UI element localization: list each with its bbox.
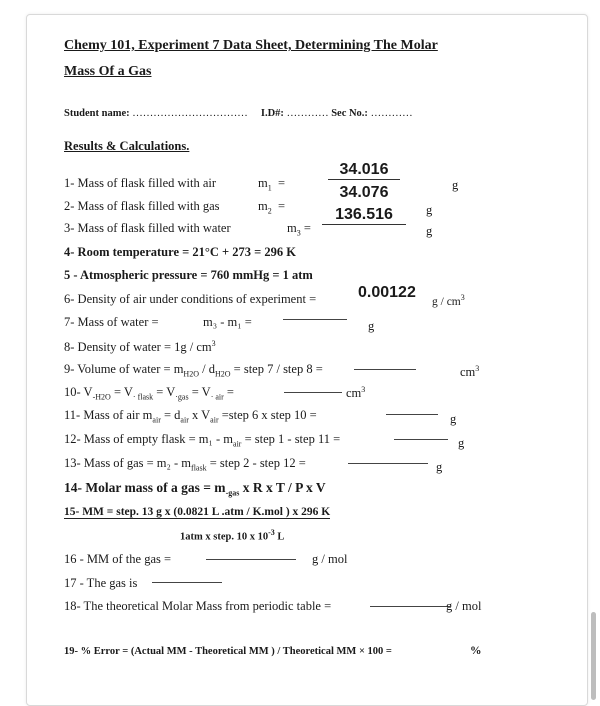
row-11-unit: g — [450, 412, 457, 426]
row-10-h: = — [223, 385, 234, 399]
student-info-line — [64, 108, 413, 119]
row-11-mass-air — [64, 408, 317, 425]
density-air-unit — [432, 293, 465, 308]
row-8-text: 8- Density of water = 1g / cm — [64, 340, 212, 355]
row-9-unit — [460, 364, 479, 380]
g-per-cm-text: g / cm — [432, 295, 461, 308]
row-15-numerator — [64, 506, 330, 518]
id-label: I.D#: — [260, 108, 284, 119]
density-air-value: 0.00122 — [358, 284, 416, 301]
m1-symbol: m — [258, 176, 268, 190]
row-15-denominator — [180, 528, 284, 543]
row-12-unit: g — [458, 436, 465, 450]
m2-subscript: 2 — [267, 206, 272, 216]
row-13-text: 13- Mass of gas = m₂ - m — [64, 456, 192, 470]
row-5-atmospheric-pressure: 5 - Atmospheric pressure = 760 mmHg = 1 atm — [64, 268, 313, 282]
row-13-sub: flask — [191, 463, 207, 473]
m3-unit: g — [426, 224, 433, 238]
m1-subscript: 1 — [267, 183, 272, 193]
row-11-end: =step 6 x step 10 = — [218, 408, 317, 422]
row-10-blank[interactable] — [284, 392, 342, 393]
row-10-f: = V — [188, 385, 211, 399]
row-9-sub-h2o-2: H2O — [214, 369, 231, 379]
row-8-density-water — [64, 339, 216, 355]
m3-symbol: m — [287, 221, 297, 235]
row-7-blank[interactable] — [283, 319, 347, 320]
row-10-sub-g: · air — [210, 392, 224, 402]
cm-text: cm — [460, 365, 476, 380]
row-10-d: = V — [153, 385, 176, 399]
row-18-unit: g / mol — [446, 599, 482, 613]
m2-unit: g — [426, 203, 433, 217]
section-heading: Results & Calculations. — [64, 139, 190, 153]
row-3-symbol: $m_3$ = — [287, 221, 311, 238]
row-18-blank[interactable] — [370, 606, 450, 607]
row-13-unit: g — [436, 460, 443, 474]
row-9-blank[interactable] — [354, 369, 416, 370]
superscript-3: 3 — [361, 385, 366, 394]
m2-symbol: m — [258, 199, 268, 213]
row-12-sub: air — [233, 439, 242, 449]
row-10-text: 10- V — [64, 385, 93, 399]
m1-value: 34.016 — [328, 161, 400, 180]
m1-unit: g — [452, 178, 459, 192]
row-15-den-end: L — [274, 531, 285, 543]
row-7-label: 7- Mass of water = — [64, 315, 159, 329]
row-14-text: 14- Molar mass of a gas = m — [64, 480, 226, 495]
row-16-unit: g / mol — [312, 552, 348, 566]
row-1-label: 1- Mass of flask filled with air — [64, 176, 217, 190]
scrollbar[interactable] — [591, 612, 596, 700]
superscript-3: 3 — [475, 364, 480, 373]
row-15-den-sup: -3 — [268, 528, 275, 537]
row-17-blank[interactable] — [152, 582, 222, 583]
row-18-label: 18- The theoretical Molar Mass from periodic table = — [64, 599, 332, 613]
row-12-text: 12- Mass of empty flask = m₁ - m — [64, 432, 234, 446]
row-12-end: = step 1 - step 11 = — [241, 432, 341, 446]
row-19-unit: % — [470, 645, 482, 657]
row-11-sub-2: air — [180, 415, 189, 425]
row-10-sub-a: -H2O — [92, 392, 111, 402]
row-7-formula: m₃ - m₁ = — [203, 315, 252, 329]
student-name-field[interactable]: …………………………… — [132, 108, 248, 119]
row-16-label: 16 - MM of the gas = — [64, 552, 172, 566]
row-13-blank[interactable] — [348, 463, 428, 464]
row-9-volume-water — [64, 362, 323, 379]
title-line-2: Mass Of a Gas — [64, 64, 152, 79]
row-1-symbol: $m_1$ = — [258, 176, 286, 193]
row-15-text: 15- MM = step. 13 g x (0.0821 L .atm / K.mol ) x 296 K — [64, 506, 331, 518]
row-11-text: 11- Mass of air m — [64, 408, 153, 422]
row-11-blank[interactable] — [386, 414, 438, 415]
row-15-den-text: 1atm x step. 10 x 10 — [180, 531, 269, 543]
row-9-mid: / d — [198, 362, 215, 376]
row-2-symbol: $m_2$ = — [258, 199, 286, 216]
row-16-blank[interactable] — [206, 559, 296, 560]
m3-value: 136.516 — [322, 206, 406, 225]
row-2-label: 2- Mass of flask filled with gas — [64, 199, 220, 213]
row-14-molar-mass — [64, 480, 326, 498]
row-6-label: 6- Density of air under conditions of experiment = — [64, 292, 317, 306]
m3-subscript: 3 — [296, 228, 301, 238]
row-11-sub-3: air — [210, 415, 219, 425]
sec-label: Sec No.: — [331, 108, 368, 119]
row-19-percent-error: 19- % Error = (Actual MM - Theoretical MM ) / Theoretical MM × 100 = — [64, 646, 392, 657]
row-9-sub-h2o: H2O — [183, 369, 199, 379]
row-11-m: = d — [160, 408, 181, 422]
row-11-sub-1: air — [152, 415, 161, 425]
m2-value: 34.076 — [339, 184, 389, 201]
row-9-end: = step 7 / step 8 = — [230, 362, 323, 376]
superscript-3: 3 — [460, 293, 465, 302]
row-14-sub: -gas — [225, 488, 240, 498]
title-line-1: Chemy 101, Experiment 7 Data Sheet, Determining The Molar — [64, 38, 438, 53]
row-10-volumes — [64, 385, 234, 402]
row-12-blank[interactable] — [394, 439, 448, 440]
row-13-mass-gas — [64, 456, 306, 473]
row-12-empty-flask — [64, 432, 340, 449]
row-14-end: x R x T / P x V — [239, 480, 326, 495]
row-3-label: 3- Mass of flask filled with water — [64, 221, 231, 235]
row-10-sub-c: · flask — [132, 392, 154, 402]
row-9-text: 9- Volume of water = m — [64, 362, 184, 376]
sec-field[interactable]: ………… — [370, 108, 413, 119]
row-17-label: 17 - The gas is — [64, 576, 138, 590]
superscript-3: 3 — [211, 339, 216, 348]
row-13-end: = step 2 - step 12 = — [206, 456, 306, 470]
row-4-room-temperature: 4- Room temperature = 21°C + 273 = 296 K — [64, 245, 297, 259]
row-11-n: x V — [188, 408, 211, 422]
row-10-b: = V — [110, 385, 133, 399]
student-name-label: Student name: — [64, 108, 130, 119]
row-10-unit — [346, 385, 365, 401]
cm-text: cm — [346, 386, 362, 401]
id-field[interactable]: ………… — [286, 108, 329, 119]
row-10-sub-e: ·gas — [175, 392, 189, 402]
row-7-unit: g — [368, 319, 375, 333]
